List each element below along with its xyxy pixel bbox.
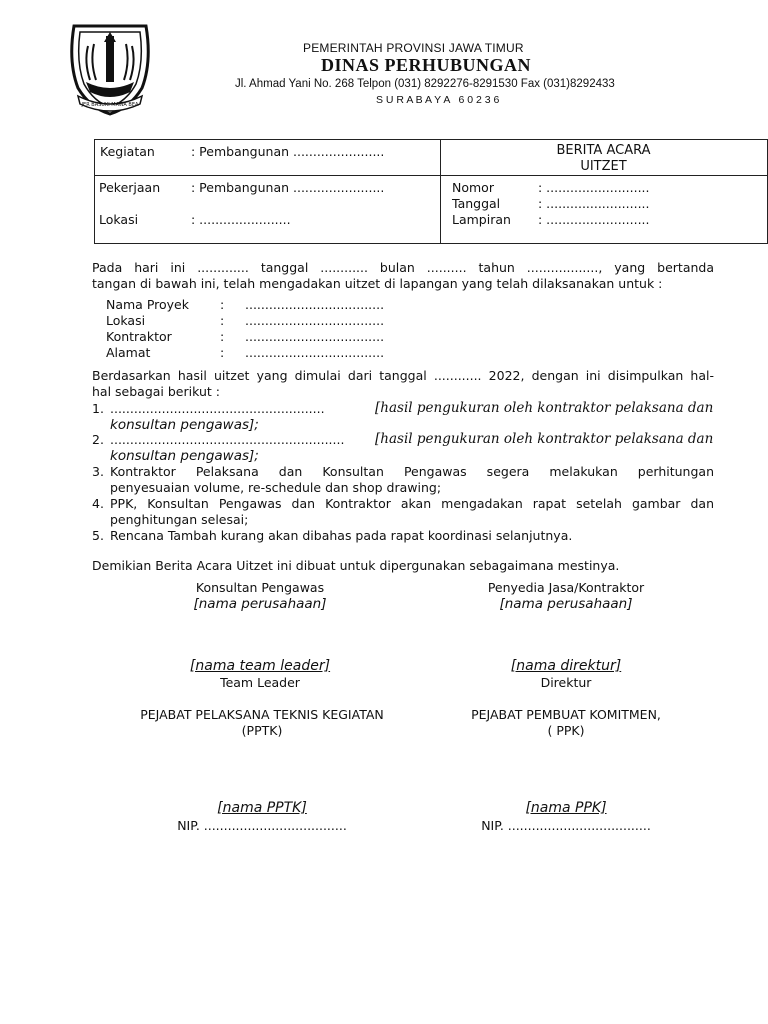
- field-lokasi-colon: :: [220, 313, 225, 328]
- right-office-title: PEJABAT PEMBUAT KOMITMEN,: [471, 707, 661, 722]
- item-1-note: [hasil pengukuran oleh kontraktor pelaksana dan: [375, 400, 714, 416]
- field-kontraktor-value: ...................................: [245, 329, 385, 344]
- field-lokasi-value: ...................................: [245, 313, 385, 328]
- kegiatan-label: Kegiatan: [100, 144, 155, 159]
- header-line1: PEMERINTAH PROVINSI JAWA TIMUR: [303, 41, 524, 55]
- intro-line2: tangan di bawah ini, telah mengadakan uitzet di lapangan yang telah dilaksanakan untuk :: [92, 276, 663, 291]
- item-4-line2: penghitungan selesai;: [110, 512, 249, 527]
- left-signer-role: Team Leader: [220, 675, 300, 690]
- tanggal-label: Tanggal: [452, 196, 501, 211]
- item-3-line2: penyesuaian volume, re-schedule dan shop drawing;: [110, 480, 442, 495]
- lampiran-value: : ..........................: [538, 212, 650, 227]
- info-box-horizontal-divider: [94, 175, 768, 176]
- field-alamat-value: ...................................: [245, 345, 385, 360]
- document-subtitle: UITZET: [580, 159, 627, 174]
- right-official-nip: NIP. ....................................: [481, 818, 651, 833]
- header-address: Jl. Ahmad Yani No. 268 Telpon (031) 8292276-8291530 Fax (031)8292433: [235, 78, 615, 90]
- right-signer-company: [nama perusahaan]: [499, 596, 633, 612]
- item-4-number: 4.: [92, 496, 104, 511]
- left-official-nip: NIP. ....................................: [177, 818, 347, 833]
- field-alamat-colon: :: [220, 345, 225, 360]
- left-office-title: PEJABAT PELAKSANA TEKNIS KEGIATAN: [140, 707, 384, 722]
- item-2-number: 2.: [92, 432, 104, 447]
- closing-statement: Demikian Berita Acara Uitzet ini dibuat untuk dipergunakan sebagaimana mestinya.: [92, 558, 620, 573]
- left-signer-org: Konsultan Pengawas: [195, 580, 325, 595]
- field-alamat-label: Alamat: [106, 345, 151, 360]
- lokasi-label: Lokasi: [99, 212, 139, 227]
- field-nama-proyek-label: Nama Proyek: [106, 297, 189, 312]
- document-title: BERITA ACARA: [556, 143, 651, 158]
- left-official-name: [nama PPTK]: [217, 800, 307, 816]
- item-4-line1: PPK, Konsultan Pengawas dan Kontraktor akan mengadakan rapat setelah gambar dan: [110, 496, 714, 511]
- conclusion-line1: Berdasarkan hasil uitzet yang dimulai dari tanggal ............ 2022, dengan ini disimpulkan hal-: [92, 368, 714, 383]
- item-1-dots: ......................................................: [110, 401, 325, 416]
- intro-line1: Pada hari ini ............. tanggal ............ bulan .......... tahun .................., yang bertanda: [92, 260, 714, 275]
- tanggal-value: : ..........................: [538, 196, 650, 211]
- lampiran-label: Lampiran: [452, 212, 511, 227]
- header-city: S U R A B A Y A 6 0 2 3 6: [376, 94, 500, 106]
- right-signer-org: Penyedia Jasa/Kontraktor: [487, 580, 645, 595]
- right-office-abbr: ( PPK): [547, 723, 585, 738]
- lokasi-value: : .......................: [191, 212, 291, 227]
- field-nama-proyek-value: ...................................: [245, 297, 385, 312]
- field-nama-proyek-colon: :: [220, 297, 225, 312]
- field-kontraktor-colon: :: [220, 329, 225, 344]
- svg-text:JER BASUKI MAWA BEA: JER BASUKI MAWA BEA: [81, 102, 139, 108]
- item-2-note: [hasil pengukuran oleh kontraktor pelaksana dan: [375, 431, 714, 447]
- right-signer-name: [nama direktur]: [510, 658, 622, 674]
- item-2-dots: ...........................................................: [110, 432, 345, 447]
- item-1-note-cont: konsultan pengawas];: [110, 417, 259, 433]
- coat-of-arms-logo: [64, 22, 156, 118]
- right-official-name: [nama PPK]: [525, 800, 607, 816]
- item-3-line1: Kontraktor Pelaksana dan Konsultan Pengawas segera melakukan perhitungan: [110, 464, 714, 479]
- item-5-number: 5.: [92, 528, 104, 543]
- east-java-coat-of-arms-icon: [64, 22, 156, 118]
- item-2-note-cont: konsultan pengawas];: [110, 448, 259, 464]
- kegiatan-value: : Pembangunan .......................: [191, 144, 385, 159]
- field-kontraktor-label: Kontraktor: [106, 329, 172, 344]
- conclusion-line2: hal sebagai berikut :: [92, 384, 220, 399]
- left-signer-name: [nama team leader]: [189, 658, 331, 674]
- item-5-line1: Rencana Tambah kurang akan dibahas pada rapat koordinasi selanjutnya.: [110, 528, 573, 543]
- right-signer-role: Direktur: [540, 675, 592, 690]
- left-office-abbr: (PPTK): [241, 723, 283, 738]
- nomor-label: Nomor: [452, 180, 494, 195]
- pekerjaan-label: Pekerjaan: [99, 180, 161, 195]
- pekerjaan-value: : Pembangunan .......................: [191, 180, 385, 195]
- item-3-number: 3.: [92, 464, 104, 479]
- nomor-value: : ..........................: [538, 180, 650, 195]
- left-signer-company: [nama perusahaan]: [193, 596, 327, 612]
- field-lokasi-label: Lokasi: [106, 313, 146, 328]
- item-1-number: 1.: [92, 401, 104, 416]
- header-agency-name: DINAS PERHUBUNGAN: [321, 55, 532, 75]
